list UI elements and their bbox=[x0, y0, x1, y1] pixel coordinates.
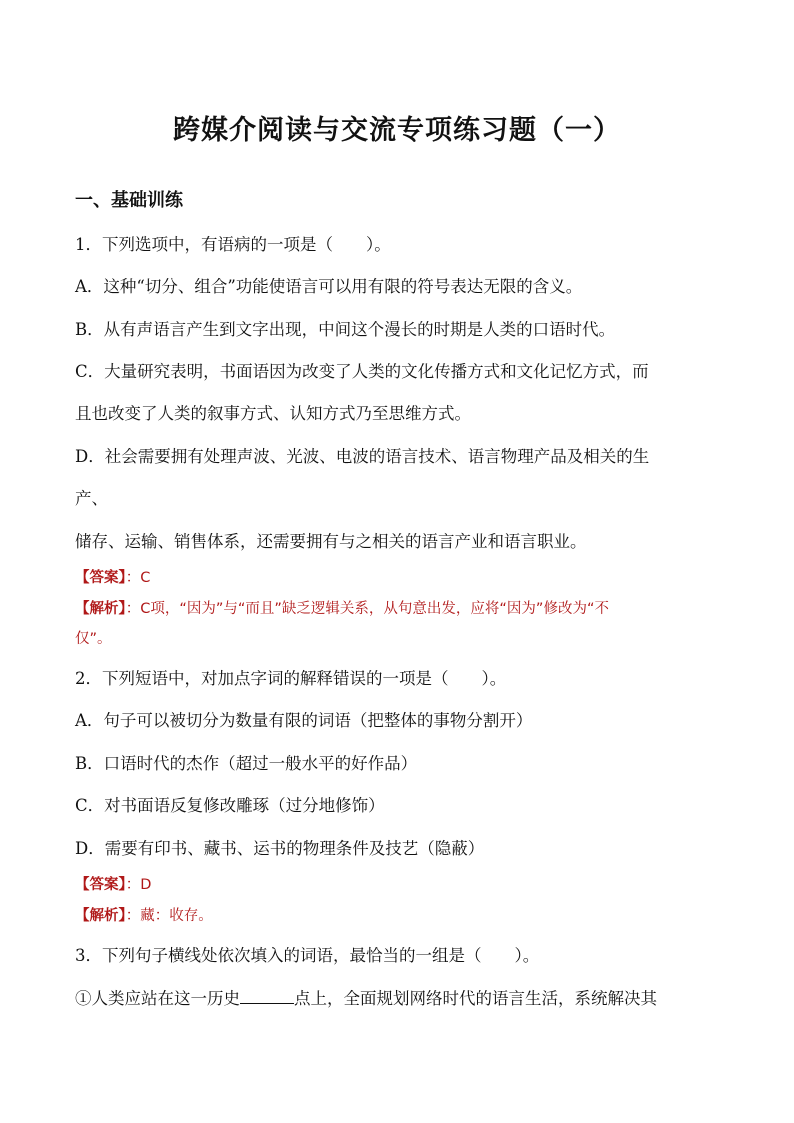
q2-analysis bbox=[75, 904, 735, 925]
q1-stem: 1．下列选项中，有语病的一项是（ ）。 bbox=[75, 235, 391, 254]
q1-analysis bbox=[75, 597, 735, 618]
q1-option-a: A．这种“切分、组合”功能使语言可以用有限的符号表达无限的含义。 bbox=[75, 277, 583, 296]
q1-option-c-line2: 且也改变了人类的叙事方式、认知方式乃至思维方式。 bbox=[75, 404, 471, 423]
q3-line1-before: ①人类应站在这一历史 bbox=[75, 989, 240, 1008]
answer-value: ：C bbox=[125, 570, 151, 586]
q2-option-d: D．需要有印书、藏书、运书的物理条件及技艺（隐蔽） bbox=[75, 839, 485, 858]
q1-option-d-line1: D．社会需要拥有处理声波、光波、电波的语言技术、语言物理产品及相关的生 bbox=[75, 447, 650, 466]
page-title: 跨媒介阅读与交流专项练习题（一） bbox=[173, 115, 621, 146]
q2-stem: 2．下列短语中，对加点字词的解释错误的一项是（ ）。 bbox=[75, 669, 507, 688]
answer-tag: 【答案】 bbox=[75, 570, 126, 586]
q1-option-d-line3: 储存、运输、销售体系，还需要拥有与之相关的语言产业和语言职业。 bbox=[75, 532, 587, 551]
answer-value: ：D bbox=[125, 877, 152, 893]
q3-stem: 3．下列句子横线处依次填入的词语，最恰当的一组是（ ）。 bbox=[75, 946, 540, 965]
fill-blank[interactable] bbox=[240, 989, 294, 1004]
q2-option-c: C．对书面语反复修改雕琢（过分地修饰） bbox=[75, 796, 385, 815]
section-heading: 一、基础训练 bbox=[75, 190, 183, 211]
analysis-text: ：C项，“因为”与“而且”缺乏逻辑关系，从句意出发，应将“因为”修改为“不 bbox=[125, 601, 609, 617]
q3-line1 bbox=[75, 985, 735, 1009]
answer-tag: 【答案】 bbox=[75, 877, 126, 893]
q3-line1-after: 点上，全面规划网络时代的语言生活，系统解决其 bbox=[294, 989, 657, 1008]
analysis-tag: 【解析】 bbox=[75, 601, 126, 617]
q1-option-c-line1: C．大量研究表明，书面语因为改变了人类的文化传播方式和文化记忆方式，而 bbox=[75, 362, 649, 381]
q2-option-b: B．口语时代的杰作（超过一般水平的好作品） bbox=[75, 754, 418, 773]
q2-answer bbox=[75, 873, 735, 894]
q1-analysis-cont: 仅”。 bbox=[75, 631, 112, 647]
q1-option-d-line2: 产、 bbox=[75, 489, 108, 508]
q2-option-a: A．句子可以被切分为数量有限的词语（把整体的事物分割开） bbox=[75, 711, 533, 730]
analysis-text: ：藏：收存。 bbox=[125, 908, 213, 924]
q1-answer bbox=[75, 566, 735, 587]
q1-option-b: B．从有声语言产生到文字出现，中间这个漫长的时期是人类的口语时代。 bbox=[75, 320, 616, 339]
analysis-tag: 【解析】 bbox=[75, 908, 126, 924]
